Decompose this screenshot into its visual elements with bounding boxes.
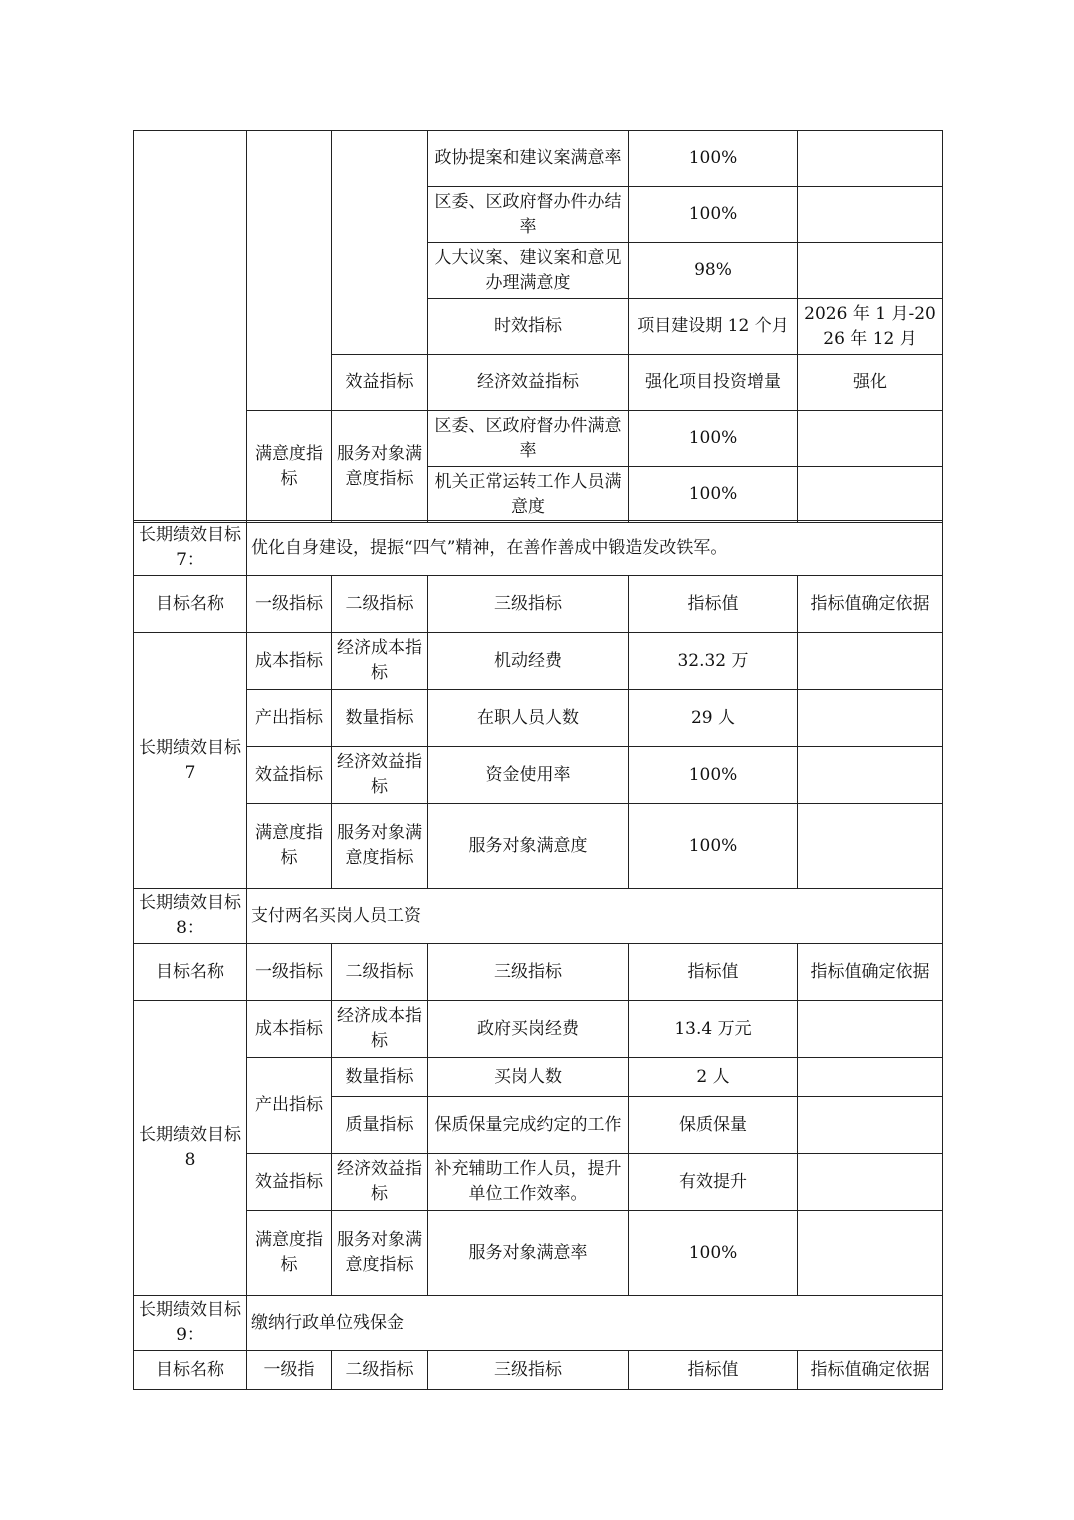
- level3-cell: 机动经费: [428, 633, 629, 690]
- basis-cell: [798, 1058, 943, 1097]
- level1-cell: 产出指标: [247, 1058, 332, 1154]
- header-level2: 二级指标: [332, 1351, 428, 1390]
- value-cell: 2 人: [629, 1058, 798, 1097]
- basis-cell: [798, 467, 943, 523]
- value-cell: 强化: [798, 355, 943, 411]
- target-name-cell: 长期绩效目标 8: [134, 1001, 247, 1296]
- value-cell: 100%: [629, 1211, 798, 1296]
- level3-cell: 资金使用率: [428, 747, 629, 804]
- goal-description: 支付两名买岗人员工资: [247, 889, 943, 944]
- level1-cell: 效益指标: [247, 747, 332, 804]
- level1-cell: 效益指标: [332, 355, 428, 411]
- value-cell: 100%: [629, 467, 798, 523]
- level3-cell: 强化项目投资增量: [629, 355, 798, 411]
- level1-cell: 满意度指标: [247, 1211, 332, 1296]
- level2-cell: 质量指标: [332, 1097, 428, 1154]
- level2-cell: 时效指标: [428, 299, 629, 355]
- goal-label: 长期绩效目标 7：: [134, 521, 247, 576]
- basis-cell: [798, 804, 943, 889]
- level3-cell: 政协提案和建议案满意率: [428, 131, 629, 187]
- level2-cell: 数量指标: [332, 690, 428, 747]
- level2-cell: 经济效益指标: [428, 355, 629, 411]
- header-basis: 指标值确定依据: [798, 944, 943, 1001]
- target-name-cell: 长期绩效目标 7: [134, 633, 247, 889]
- level2-cell: 经济效益指标: [332, 747, 428, 804]
- level2-cell: [332, 131, 428, 355]
- value-cell: 98%: [629, 243, 798, 299]
- performance-table: [133, 130, 943, 523]
- value-cell: 有效提升: [629, 1154, 798, 1211]
- level1-cell: 满意度指标: [247, 804, 332, 889]
- level2-cell: 经济效益指标: [332, 1154, 428, 1211]
- level1-cell: [247, 131, 332, 411]
- header-value: 指标值: [629, 1351, 798, 1390]
- level2-cell: 经济成本指标: [332, 1001, 428, 1058]
- goal-label: 长期绩效目标 9：: [134, 1296, 247, 1351]
- table-row: [134, 633, 943, 690]
- level1-cell: 满意度指标: [247, 411, 332, 523]
- basis-cell: [798, 1154, 943, 1211]
- basis-cell: [798, 633, 943, 690]
- level3-cell: 在职人员人数: [428, 690, 629, 747]
- header-level2: 二级指标: [332, 576, 428, 633]
- level2-cell: 经济成本指标: [332, 633, 428, 690]
- goal-description: 缴纳行政单位残保金: [247, 1296, 943, 1351]
- level3-cell: 补充辅助工作人员，提升单位工作效率。: [428, 1154, 629, 1211]
- goal-row: [134, 889, 943, 944]
- header-basis: 指标值确定依据: [798, 576, 943, 633]
- basis-cell: [798, 1211, 943, 1296]
- level3-cell: 保质保量完成约定的工作: [428, 1097, 629, 1154]
- level1-cell: 成本指标: [247, 633, 332, 690]
- value-cell: 29 人: [629, 690, 798, 747]
- table-row: [134, 1001, 943, 1058]
- level2-cell: 数量指标: [332, 1058, 428, 1097]
- basis-cell: [798, 747, 943, 804]
- level3-cell: 机关正常运转工作人员满意度: [428, 467, 629, 523]
- level2-cell: 服务对象满意度指标: [332, 1211, 428, 1296]
- goal-label: 长期绩效目标 8：: [134, 889, 247, 944]
- header-target-name: 目标名称: [134, 576, 247, 633]
- level3-cell: 项目建设期 12 个月: [629, 299, 798, 355]
- level3-cell: 区委、区政府督办件办结率: [428, 187, 629, 243]
- header-row: [134, 944, 943, 1001]
- goal-row: [134, 1296, 943, 1351]
- basis-cell: [798, 411, 943, 467]
- header-value: 指标值: [629, 944, 798, 1001]
- value-cell: 100%: [629, 187, 798, 243]
- header-level3: 三级指标: [428, 1351, 629, 1390]
- header-level1: 一级指: [247, 1351, 332, 1390]
- goal-description: 优化自身建设，提振“四气”精神，在善作善成中锻造发改铁军。: [247, 521, 943, 576]
- value-cell: 2026 年 1 月-2026 年 12 月: [798, 299, 943, 355]
- header-level2: 二级指标: [332, 944, 428, 1001]
- basis-cell: [798, 1097, 943, 1154]
- value-cell: 100%: [629, 804, 798, 889]
- table-row: [134, 1058, 943, 1097]
- table-row: [134, 411, 943, 467]
- level3-cell: 买岗人数: [428, 1058, 629, 1097]
- goal-row: [134, 521, 943, 576]
- value-cell: 100%: [629, 131, 798, 187]
- basis-cell: [798, 1001, 943, 1058]
- header-basis: 指标值确定依据: [798, 1351, 943, 1390]
- basis-cell: [798, 131, 943, 187]
- level3-cell: 服务对象满意率: [428, 1211, 629, 1296]
- header-value: 指标值: [629, 576, 798, 633]
- header-level1: 一级指标: [247, 944, 332, 1001]
- table-row: [134, 131, 943, 187]
- header-row: [134, 1351, 943, 1390]
- level3-cell: 区委、区政府督办件满意率: [428, 411, 629, 467]
- header-target-name: 目标名称: [134, 1351, 247, 1390]
- level3-cell: 服务对象满意度: [428, 804, 629, 889]
- target-name-cell: [134, 131, 247, 523]
- table-row: [134, 1154, 943, 1211]
- goal7-table: [133, 520, 943, 1390]
- value-cell: 32.32 万: [629, 633, 798, 690]
- table-row: [134, 747, 943, 804]
- table-row: [134, 804, 943, 889]
- level1-cell: 产出指标: [247, 690, 332, 747]
- basis-cell: [798, 243, 943, 299]
- level1-cell: 成本指标: [247, 1001, 332, 1058]
- value-cell: 保质保量: [629, 1097, 798, 1154]
- value-cell: 100%: [629, 411, 798, 467]
- table-row: [134, 1211, 943, 1296]
- basis-cell: [798, 690, 943, 747]
- header-row: [134, 576, 943, 633]
- header-level1: 一级指标: [247, 576, 332, 633]
- value-cell: 100%: [629, 747, 798, 804]
- header-level3: 三级指标: [428, 944, 629, 1001]
- header-level3: 三级指标: [428, 576, 629, 633]
- level2-cell: 服务对象满意度指标: [332, 411, 428, 523]
- table-row: [134, 690, 943, 747]
- level1-cell: 效益指标: [247, 1154, 332, 1211]
- basis-cell: [798, 187, 943, 243]
- header-target-name: 目标名称: [134, 944, 247, 1001]
- level2-cell: 服务对象满意度指标: [332, 804, 428, 889]
- value-cell: 13.4 万元: [629, 1001, 798, 1058]
- level3-cell: 人大议案、建议案和意见办理满意度: [428, 243, 629, 299]
- level3-cell: 政府买岗经费: [428, 1001, 629, 1058]
